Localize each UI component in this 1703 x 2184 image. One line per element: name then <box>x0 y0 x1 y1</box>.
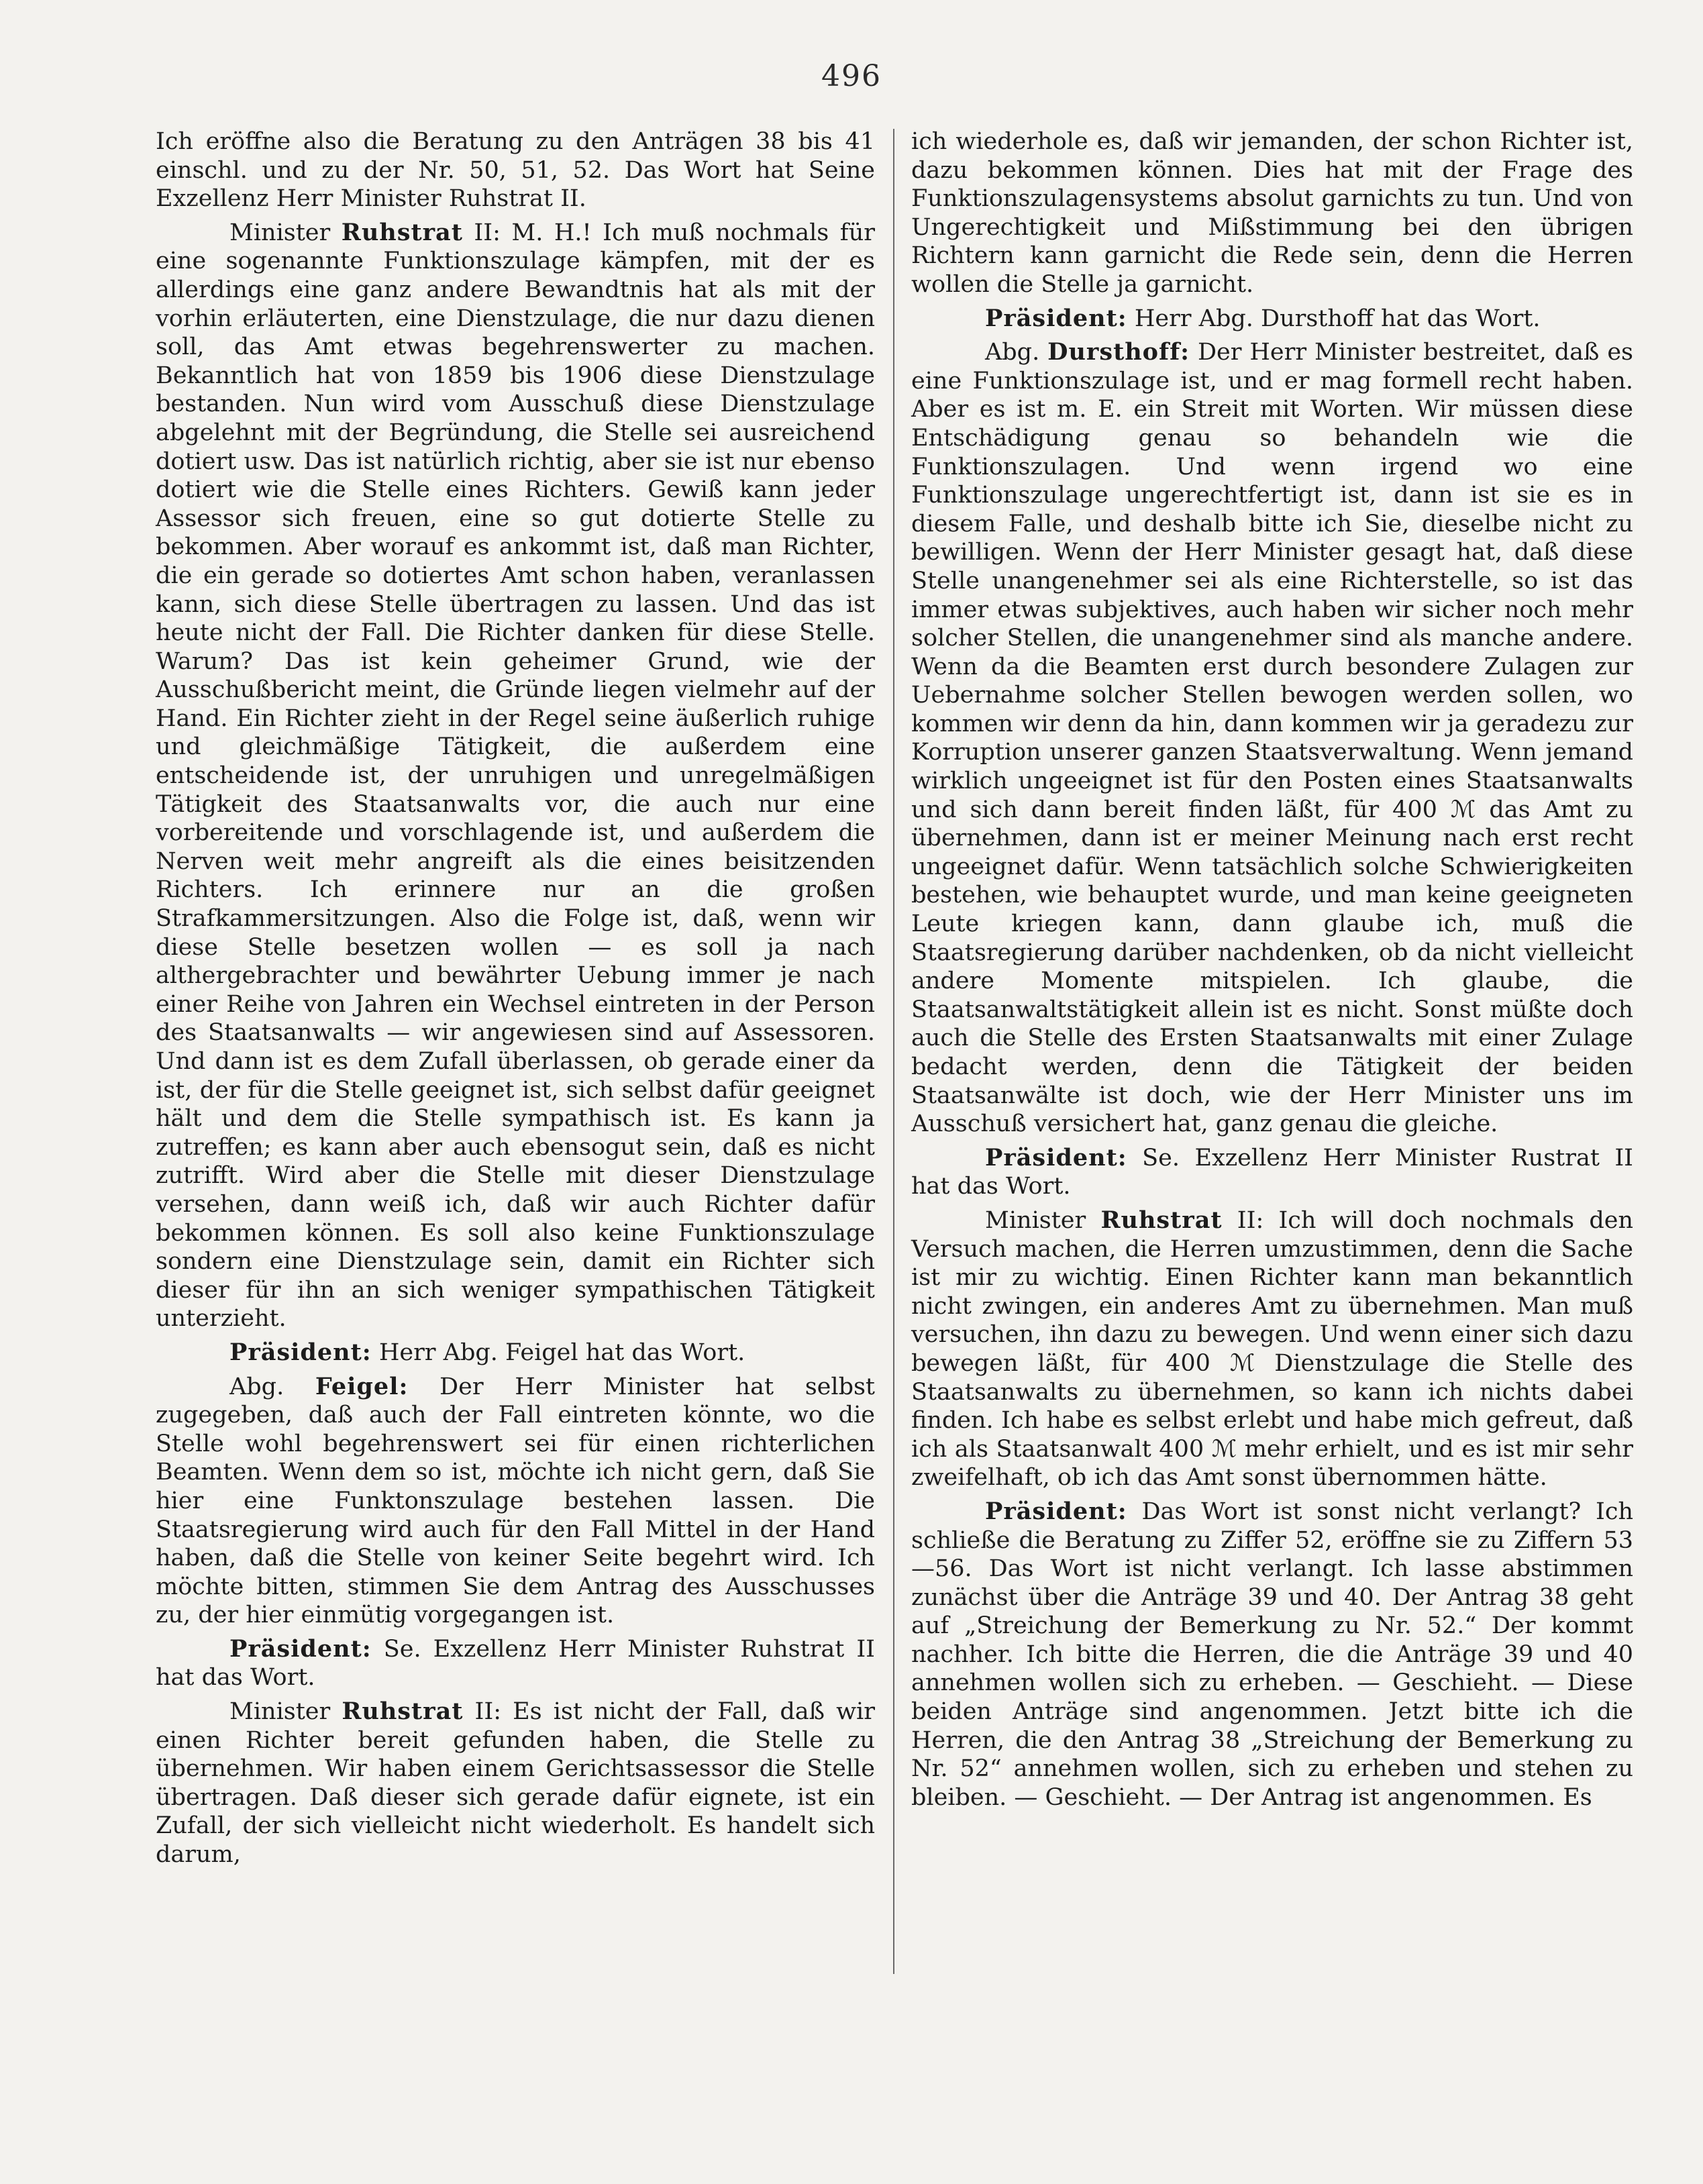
text: Der Herr Minister hat selbst zugegeben, daß auch der Fall eintreten könnte, wo die Stelle wohl begehrenswert sei für einen richterlichen Beamten. Wenn dem so ist, möchte ich nicht gern, daß Sie hier eine Funktonszulage bestehen lassen. Die Staatsregierung wird auch für den Fall Mittel in der Hand haben, daß die Stelle von keiner Seite begehrt wird. Ich möchte bitten, stimmen Sie dem Antrag des Ausschusses zu, der hier einmütig vorgegangen ist. <box>156 1373 876 1629</box>
speaker-name: Ruhstrat <box>341 218 463 246</box>
right-column <box>911 127 1633 1812</box>
text: Abg. <box>229 1373 315 1400</box>
paragraph <box>156 1698 875 1869</box>
text: ich wiederhole es, daß wir jemanden, der schon Richter ist, dazu bekommen können. Dies hat mit der Frage des Funktionszulagensystems absolut garnichts zu tun. Und von Ungerechtigkeit und Mißstimmung bei den übrigen Richtern kann garnicht die Rede sein, denn die Herren wollen die Stelle ja garnicht. <box>911 128 1633 298</box>
text: Se. Exzellenz Herr Minister Ruhstrat II hat das Wort. <box>156 1635 875 1692</box>
text: Minister <box>229 1698 342 1726</box>
speaker-name: Präsident: <box>985 1497 1127 1525</box>
text: Minister <box>229 219 342 246</box>
page-number: 496 <box>821 59 882 93</box>
speaker-name: Ruhstrat <box>1100 1206 1223 1234</box>
paragraph <box>911 1144 1633 1201</box>
text: Der Herr Minister bestreitet, daß es eine Funktionszulage ist, und er mag formell recht haben. Aber es ist m. E. ein Streit mit Worten. Wir müssen diese Entschädigung genau so behandeln wie die Funktionszulagen. Und wenn irgend wo eine Funktionszulage ungerechtfertigt ist, dann ist sie es in diesem Falle, und deshalb bitte ich Sie, dieselbe nicht zu bewilligen. Wenn der Herr Minister gesagt hat, daß diese Stelle unangenehmer sei als eine Richterstelle, so ist das immer etwas subjektives, auch haben wir sicher noch mehr solcher Stellen, die unangenehmer sind als manche andere. Wenn da die Beamten erst durch besondere Zulagen zur Uebernahme solcher Stellen bewogen werden sollen, wo kommen wir denn da hin, dann kommen wir ja geradezu zur Korruption unserer ganzen Staatsverwaltung. Wenn jemand wirklich ungeeignet ist für den Posten eines Staatsanwalts und sich dann bereit finden läßt, für 400 ℳ das Amt zu übernehmen, dann ist er meiner Meinung nach erst recht ungeeignet dafür. Wenn tatsächlich solche Schwierigkeiten bestehen, wie behauptet wurde, und man keine geeigneten Leute kriegen kann, dann glaube ich, muß die Staatsregierung darüber nachdenken, ob da nicht vielleicht andere Momente mitspielen. Ich glaube, die Staatsanwaltstätigkeit allein ist es nicht. Sonst müßte doch auch die Stelle des Ersten Staatsanwalts mit einer Zulage bedacht werden, denn die Tätigkeit der beiden Staatsanwälte ist doch, wie der Herr Minister uns im Ausschuß versichert hat, ganz genau die gleiche. <box>911 339 1633 1138</box>
speaker-name: Präsident: <box>229 1338 372 1366</box>
text: II: Es ist nicht der Fall, daß wir einen Richter bereit gefunden haben, die Stelle zu übernehmen. Wir haben einem Gerichtsassessor die Stelle übertragen. Daß dieser sich gerade dafür eignete, ist ein Zufall, der sich vielleicht nicht wiederholt. Es handelt sich darum, <box>156 1698 875 1869</box>
paragraph <box>156 219 875 1333</box>
paragraph <box>911 1206 1633 1492</box>
paragraph <box>911 127 1633 299</box>
speaker-name: Präsident: <box>985 1143 1127 1172</box>
text: Ich eröffne also die Beratung zu den Anträgen 38 bis 41 einschl. und zu der Nr. 50, 51, 52. Das Wort hat Seine Exzellenz Herr Minister Ruhstrat II. <box>156 128 875 213</box>
speaker-name: Dursthoff: <box>1047 338 1190 366</box>
text: Minister <box>985 1206 1101 1234</box>
left-column <box>156 127 875 1869</box>
paragraph <box>911 1498 1633 1812</box>
column-rule <box>893 129 894 1974</box>
text: Das Wort ist sonst nicht verlangt? Ich schließe die Beratung zu Ziffer 52, eröffne sie zu Ziffern 53—56. Das Wort ist nicht verlangt. Ich lasse abstimmen zunächst über die Anträge 39 und 40. Der Antrag 38 geht auf „Streichung der Bemerkung zu Nr. 52.“ Der kommt nachher. Ich bitte die Herren, die die Anträge 39 und 40 annehmen wollen sich zu erheben. — Geschieht. — Diese beiden Anträge sind angenommen. Jetzt bitte ich die Herren, die den Antrag 38 „Streichung der Bemerkung zu Nr. 52“ annehmen wollen, sich zu erheben und stehen zu bleiben. — Geschieht. — Der Antrag ist angenommen. Es <box>911 1498 1633 1811</box>
paragraph <box>911 338 1633 1139</box>
speaker-name: Ruhstrat <box>342 1698 464 1726</box>
speaker-name: Feigel: <box>315 1372 409 1400</box>
text: Abg. <box>985 339 1048 366</box>
text: Herr Abg. Dursthoff hat das Wort. <box>1127 305 1541 332</box>
text: Herr Abg. Feigel hat das Wort. <box>371 1339 745 1366</box>
speaker-name: Präsident: <box>985 304 1127 332</box>
speaker-name: Präsident: <box>229 1634 372 1663</box>
paragraph <box>911 305 1633 333</box>
paragraph <box>156 1373 875 1630</box>
paragraph <box>156 1339 875 1367</box>
paragraph <box>156 127 875 213</box>
text: II: Ich will doch nochmals den Versuch machen, die Herren umzustimmen, denn die Sache ist mir zu wichtig. Einen Richter kann man bekanntlich nicht zwingen, ein anderes Amt zu übernehmen. Man muß versuchen, ihn dazu zu bewegen. Und wenn einer sich dazu bewegen läßt, für 400 ℳ Dienstzulage die Stelle des Staatsanwalts zu übernehmen, so kann ich nichts dabei finden. Ich habe es selbst erlebt und habe mich gefreut, daß ich als Staatsanwalt 400 ℳ mehr erhielt, und es ist mir sehr zweifelhaft, ob ich das Amt sonst übernommen hätte. <box>911 1206 1634 1492</box>
text: II: M. H.! Ich muß nochmals für eine sogenannte Funktionszulage kämpfen, mit der es allerdings eine ganz andere Bewandtnis hat als mit der vorhin erläuterten, eine Dienstzulage, die nur dazu dienen soll, das Amt etwas begehrenswerter zu machen. Bekanntlich hat von 1859 bis 1906 diese Dienstzulage bestanden. Nun wird vom Ausschuß diese Dienstzulage abgelehnt mit der Begründung, die Stelle sei ausreichend dotiert usw. Das ist natürlich richtig, aber sie ist nur ebenso dotiert wie die Stelle eines Richters. Gewiß kann jeder Assessor sich freuen, eine so gut dotierte Stelle zu bekommen. Aber worauf es ankommt ist, daß man Richter, die ein gerade so dotiertes Amt schon haben, veranlassen kann, sich diese Stelle übertragen zu lassen. Und das ist heute nicht der Fall. Die Richter danken für diese Stelle. Warum? Das ist kein geheimer Grund, wie der Ausschußbericht meint, die Gründe liegen vielmehr auf der Hand. Ein Richter zieht in der Regel seine äußerlich ruhige und gleichmäßige Tätigkeit, die außerdem eine entscheidende ist, der unruhigen und unregelmäßigen Tätigkeit des Staatsanwalts vor, die auch nur eine vorbereitende und vorschlagende ist, und außerdem die Nerven weit mehr angreift als die eines beisitzenden Richters. Ich erinnere nur an die großen Strafkammersitzungen. Also die Folge ist, daß, wenn wir diese Stelle besetzen wollen — es soll ja nach althergebrachter und bewährter Uebung immer je nach einer Reihe von Jahren ein Wechsel eintreten in der Person des Staatsanwalts — wir angewiesen sind auf Assessoren. Und dann ist es dem Zufall überlassen, ob gerade einer da ist, der für die Stelle geeignet ist, sich selbst dafür geeignet hält und dem die Stelle sympathisch ist. Es kann ja zutreffen; es kann aber auch ebensogut sein, daß es nicht zutrifft. Wird aber die Stelle mit dieser Dienstzulage versehen, dann weiß ich, daß wir auch Richter dafür bekommen können. Es soll also keine Funktionszulage sondern eine Dienstzulage sein, damit ein Richter sich dieser für ihn an sich weniger sympathischen Tätigkeit unterzieht. <box>156 219 875 1333</box>
text: Se. Exzellenz Herr Minister Rustrat II hat das Wort. <box>911 1144 1633 1200</box>
paragraph <box>156 1635 875 1692</box>
